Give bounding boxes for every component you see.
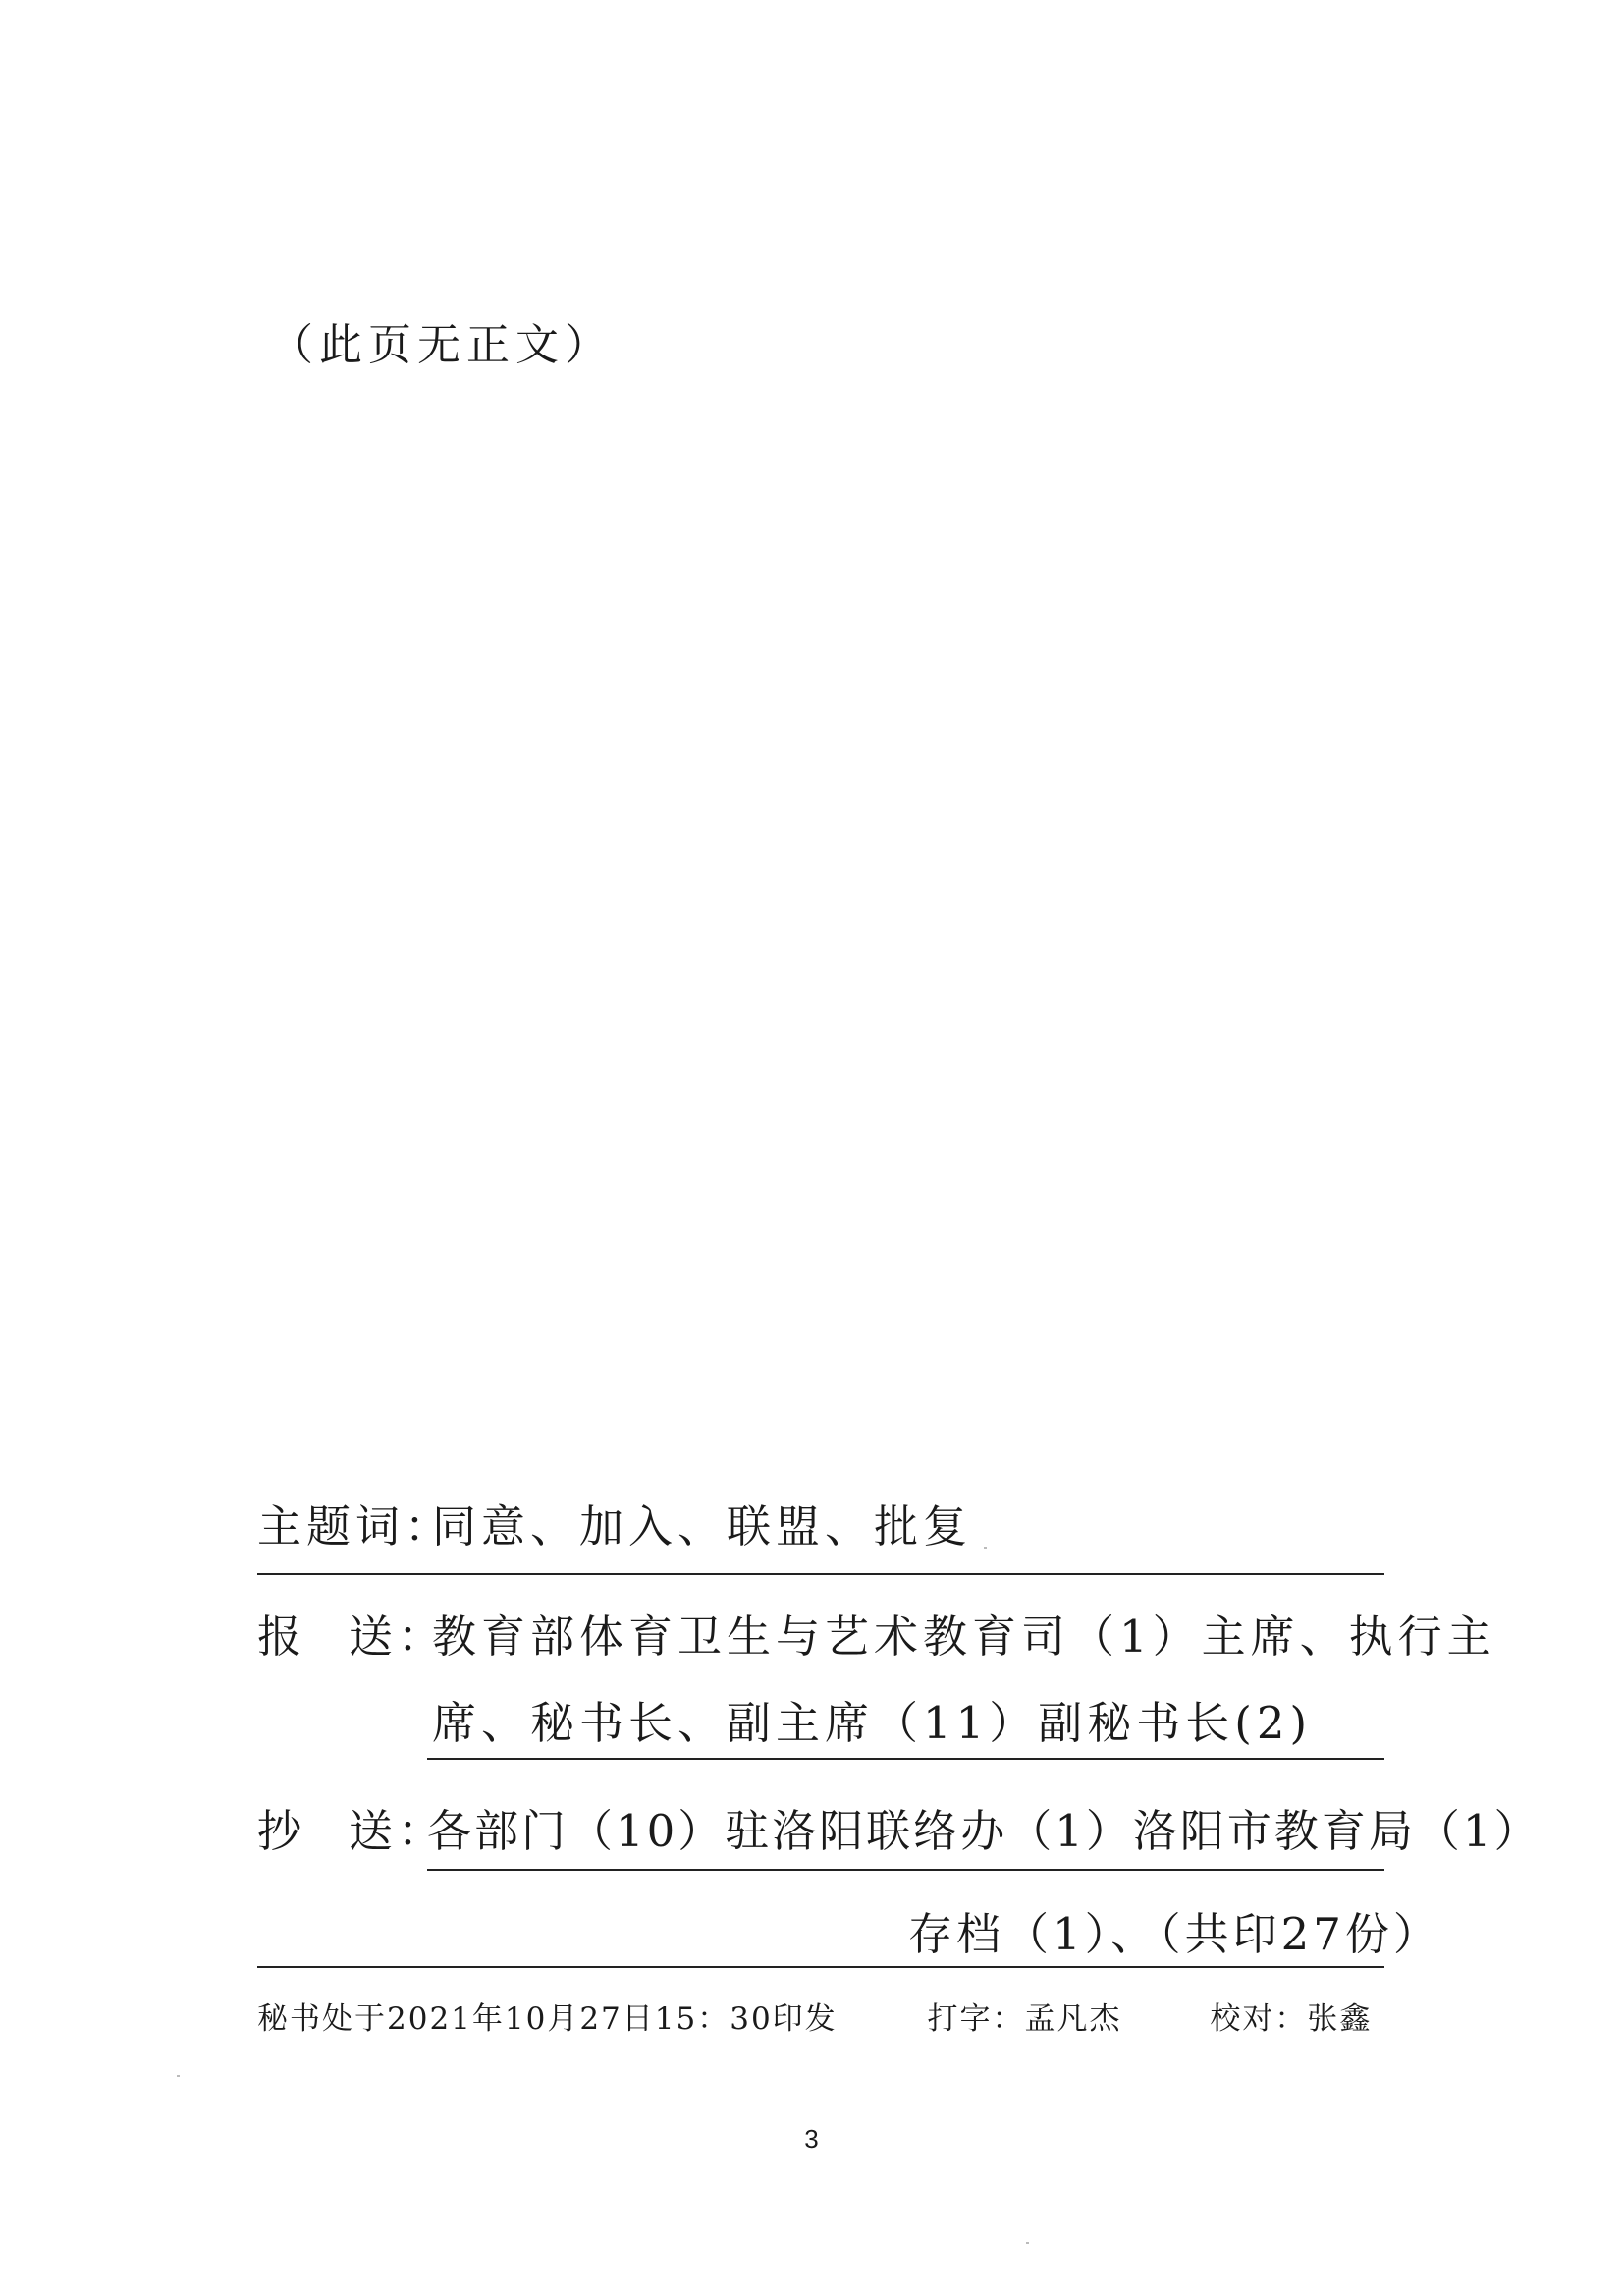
copy-line-1: 各部门（10）驻洛阳联络办（1）洛阳市教育局（1） [427, 1805, 1542, 1857]
report-label-char2: 送： [349, 1611, 448, 1663]
page-note: （此页无正文） [270, 320, 614, 370]
divider-line [427, 1869, 1384, 1871]
divider-line [427, 1758, 1384, 1760]
subject-text: 同意、加入、联盟、批复 [432, 1501, 973, 1553]
report-line-1: 教育部体育卫生与艺术教育司（1）主席、执行主 [432, 1611, 1496, 1663]
report-line-2: 席、秘书长、副主席（11）副秘书长(2) [432, 1697, 1313, 1749]
scan-speck [1026, 2242, 1029, 2244]
copy-label-char1: 抄 [257, 1805, 307, 1857]
typist-text: 打字：孟凡杰 [927, 2001, 1122, 2037]
report-label-char1: 报 [257, 1611, 307, 1663]
copy-label-char2: 送： [349, 1805, 448, 1857]
copy-line-2: 存档（1）、（共印27份） [908, 1908, 1441, 1960]
scan-speck [984, 1547, 987, 1549]
issuance-footer [257, 1994, 1372, 2038]
issued-text: 秘书处于2021年10月27日15：30印发 [257, 2001, 838, 2037]
scan-speck [177, 2075, 180, 2077]
subject-label: 主题词： [257, 1501, 455, 1553]
proofreader-text: 校对：张鑫 [1210, 2001, 1373, 2037]
divider-line [257, 1573, 1384, 1575]
page-number: 3 [804, 2124, 819, 2154]
divider-line [257, 1966, 1384, 1968]
